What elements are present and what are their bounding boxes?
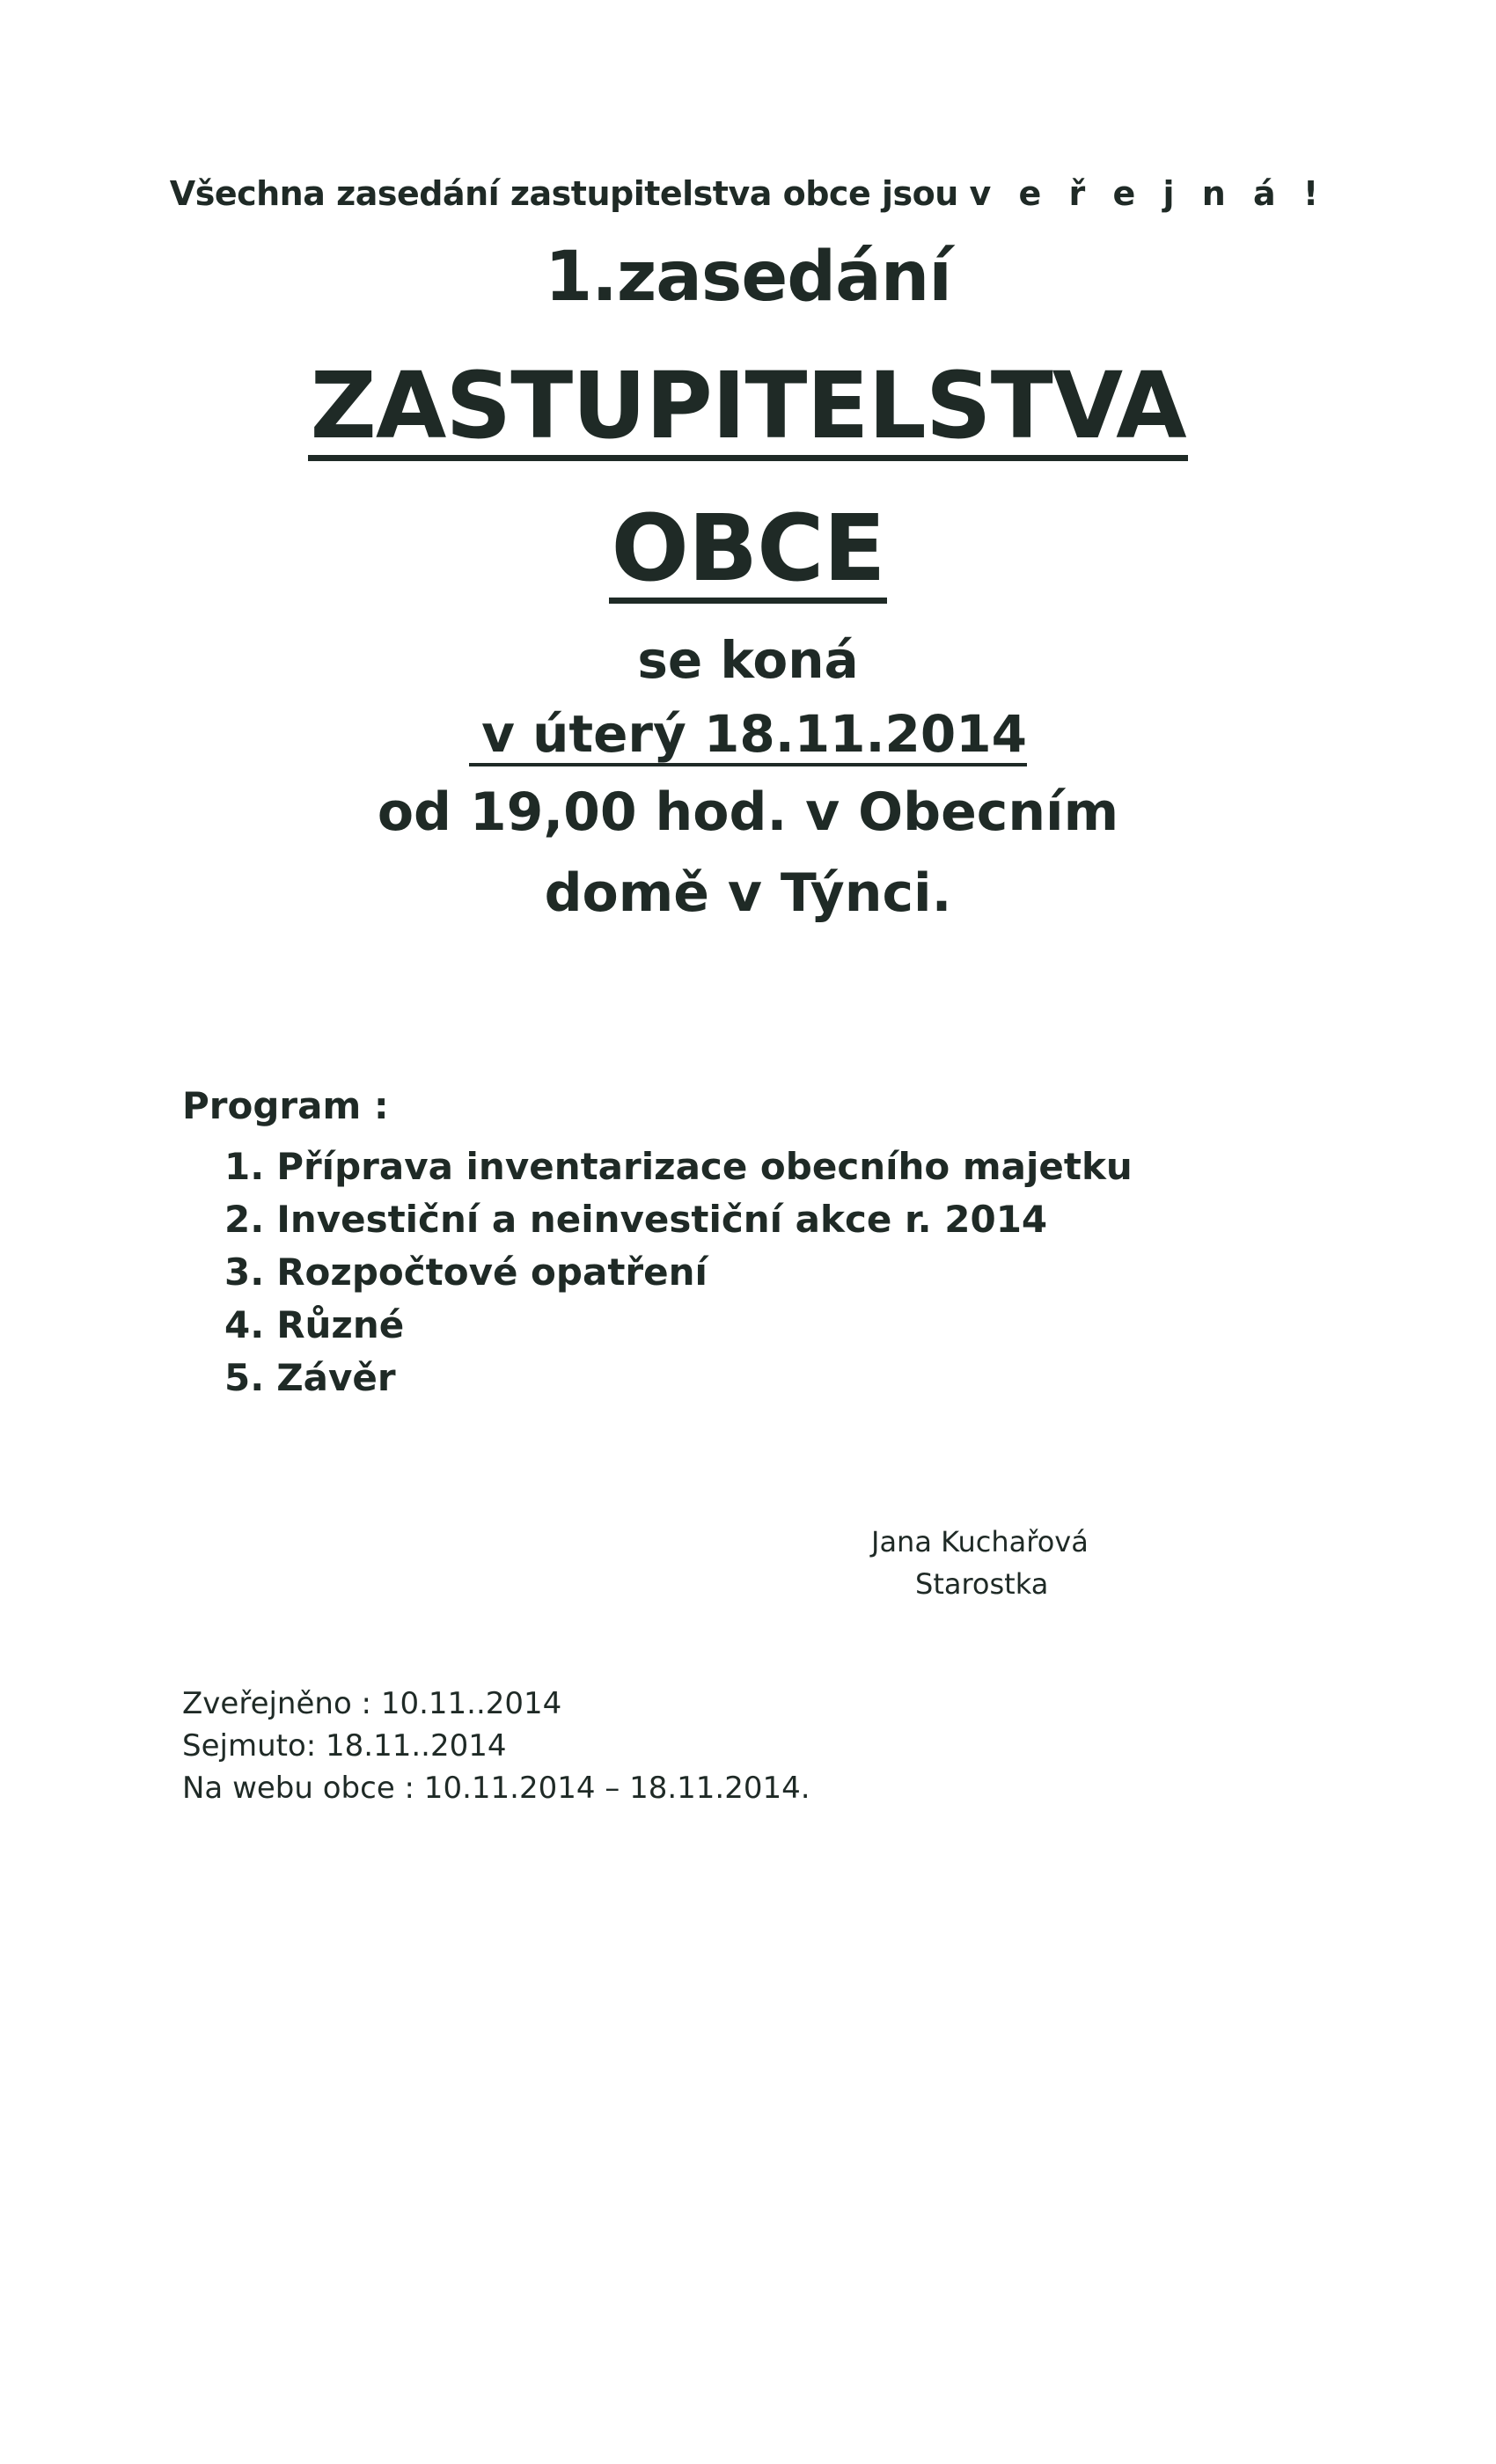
meeting-date <box>0 704 1496 766</box>
meeting-number <box>0 238 1496 317</box>
meeting-number-text: 1.zasedání <box>545 238 951 317</box>
held-line <box>0 630 1496 690</box>
program-item-number: 1. <box>224 1145 265 1188</box>
program-item <box>224 1193 1133 1246</box>
meeting-place-text: domě v Týnci. <box>544 862 952 924</box>
signatory-role: Starostka <box>915 1567 1049 1601</box>
meeting-place <box>0 862 1496 924</box>
program-item-number: 2. <box>224 1198 265 1241</box>
meeting-time <box>0 781 1496 843</box>
meeting-time-text: od 19,00 hod. v Obecním <box>377 781 1119 843</box>
signatory-name: Jana Kuchařová <box>871 1525 1089 1558</box>
program-item-number: 5. <box>224 1356 265 1399</box>
meeting-date-text: v úterý 18.11.2014 <box>469 706 1027 766</box>
published-date: Zveřejněno : 10.11..2014 <box>182 1686 562 1721</box>
signature-block <box>871 1521 1135 1605</box>
public-word: v e ř e j n á ! <box>969 174 1327 213</box>
held-text: se koná <box>637 630 859 690</box>
removed-date: Sejmuto: 18.11..2014 <box>182 1728 507 1764</box>
public-statement-text: Všechna zasedání zastupitelstva obce jsou <box>169 174 958 213</box>
program-item <box>224 1299 1133 1352</box>
program-item <box>224 1352 1133 1404</box>
council-heading <box>0 352 1496 461</box>
publication-info <box>182 1683 810 1809</box>
web-publication: Na webu obce : 10.11.2014 – 18.11.2014. <box>182 1771 810 1806</box>
program-item <box>224 1246 1133 1299</box>
council-heading-text: ZASTUPITELSTVA <box>308 356 1187 461</box>
program-item-number: 4. <box>224 1303 265 1346</box>
program-list <box>224 1140 1133 1404</box>
program-item-text: Různé <box>276 1303 405 1346</box>
program-heading: Program : <box>182 1084 389 1127</box>
municipality-heading <box>0 495 1496 604</box>
program-item <box>224 1140 1133 1193</box>
municipality-heading-text: OBCE <box>609 499 886 604</box>
program-item-text: Závěr <box>276 1356 396 1399</box>
program-item-text: Investiční a neinvestiční akce r. 2014 <box>276 1198 1048 1241</box>
public-statement <box>0 174 1496 213</box>
program-item-text: Rozpočtové opatření <box>276 1250 708 1294</box>
program-item-text: Příprava inventarizace obecního majetku <box>276 1145 1133 1188</box>
program-item-number: 3. <box>224 1250 265 1294</box>
